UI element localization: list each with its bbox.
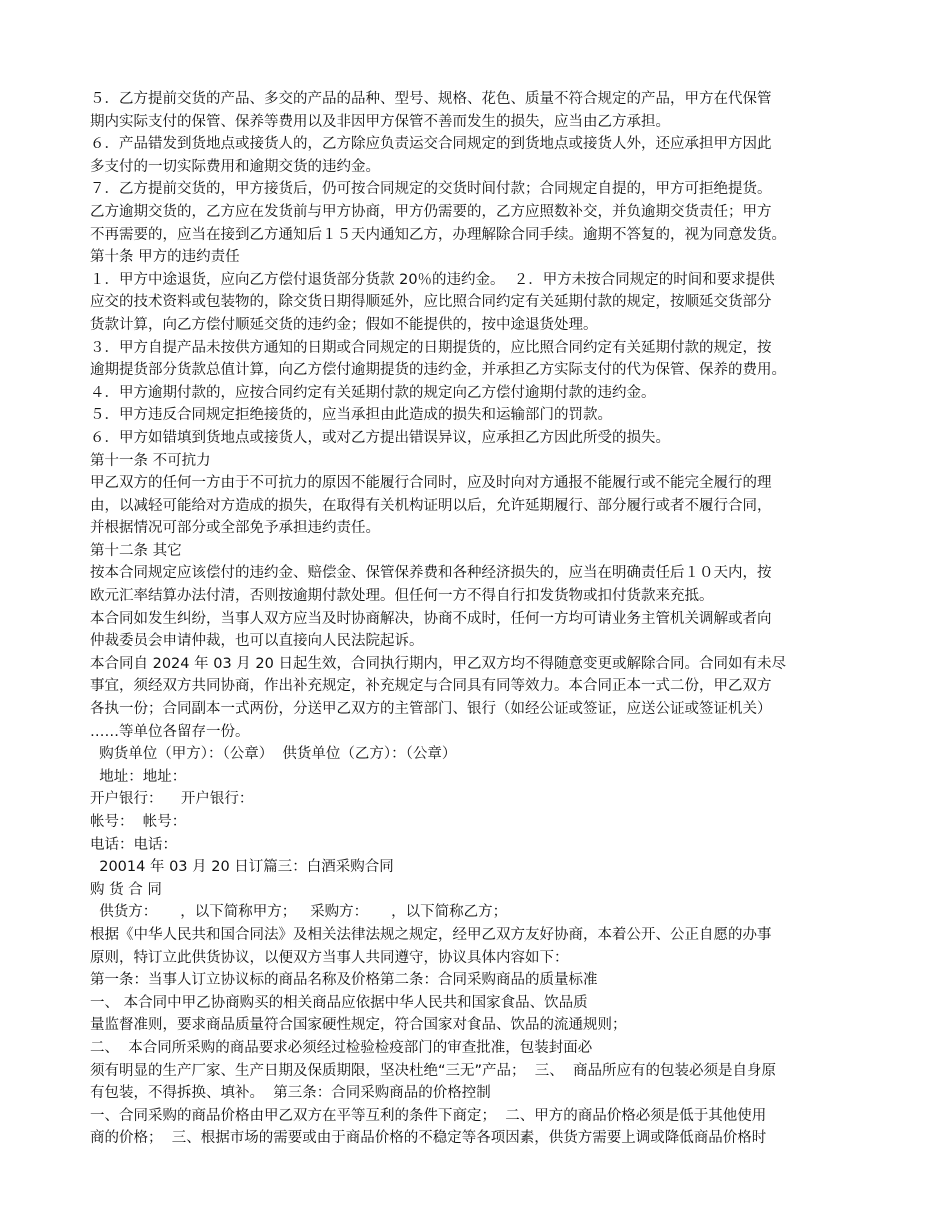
text-line: 由，以减轻可能给对方造成的损失，在取得有关机构证明以后，允许延期履行、部分履行或者不履行合同， <box>90 497 772 514</box>
section-heading: 第十二条 其它 <box>90 542 182 559</box>
text-line: 乙方逾期交货的，乙方应在发货前与甲方协商，甲方仍需要的，乙方应照数补交，并负逾期交货责任；甲方 <box>90 203 772 220</box>
text-line: 货款计算，向乙方偿付顺延交货的违约金；假如不能提供的，按中途退货处理。 <box>90 316 598 333</box>
text-line: ５．乙方提前交货的产品、多交的产品的品种、型号、规格、花色、质量不符合规定的产品，甲方在代保管 <box>90 91 772 107</box>
text-line: 欧元汇率结算办法付清，否则按逾期付款处理。但任何一方不得自行扣发货物或扣付货款来充抵。 <box>90 588 714 605</box>
text-line: 各执一份；合同副本一式两份，分送甲乙双方的主管部门、银行（如经公证或签证，应送公证或签证机关） <box>90 701 772 718</box>
section-heading: 第十条 甲方的违约责任 <box>90 249 240 266</box>
date-line: 20014 年 03 月 20 日订篇三：白酒采购合同 <box>90 859 394 876</box>
text-line: 量监督准则，要求商品质量符合国家硬性规定，符合国家对食品、饮品的流通规则； <box>90 1017 627 1034</box>
text-line: 有包装，不得拆换、填补。 第三条：合同采购商品的价格控制 <box>90 1085 491 1102</box>
signature-line: 购货单位（甲方）：（公章） 供货单位（乙方）：（公章） <box>90 746 457 763</box>
text-line: 不再需要的，应当在接到乙方通知后１５天内通知乙方，办理解除合同手续。逾期不答复的，视为同意发货。 <box>90 226 786 243</box>
signature-line: 帐号： 帐号： <box>90 814 187 830</box>
text-line: 应交的技术资料或包装物的，除交货日期得顺延外，应比照合同约定有关延期付款的规定，按顺延交货部分 <box>90 294 772 311</box>
text-line: 事宜，须经双方共同协商，作出补充规定，补充规定与合同具有同等效力。本合同正本一式二份，甲乙双方 <box>90 678 772 695</box>
text-line: 本合同自 2024 年 03 月 20 日起生效，合同执行期内，甲乙双方均不得随意变更或解除合同。合同如有未尽 <box>90 655 786 672</box>
text-line: 并根据情况可部分或全部免予承担违约责任。 <box>90 520 380 537</box>
text-line: 根据《中华人民共和国合同法》及相关法律法规之规定，经甲乙双方友好协商，本着公开、公正自愿的办事 <box>90 926 772 943</box>
text-line: 一、合同采购的商品价格由甲乙双方在平等互利的条件下商定； 二、甲方的商品价格必须是低于其他使用 <box>90 1107 767 1124</box>
signature-line: 地址：地址： <box>90 768 187 785</box>
document-body <box>90 88 865 1150</box>
text-line: ７．乙方提前交货的，甲方接货后，仍可按合同规定的交货时间付款；合同规定自提的，甲方可拒绝提货。 <box>90 181 772 198</box>
text-line: ……等单位各留存一份。 <box>90 723 250 740</box>
text-line: 期内实际支付的保管、保养等费用以及非因甲方保管不善而发生的损失，应当由乙方承担。 <box>90 113 670 130</box>
text-line: 甲乙双方的任何一方由于不可抗力的原因不能履行合同时，应及时向对方通报不能履行或不能完全履行的理 <box>90 475 772 492</box>
text-line: ６．甲方如错填到货地点或接货人，或对乙方提出错误异议，应承担乙方因此所受的损失。 <box>90 429 670 446</box>
text-line: 多支付的一切实际费用和逾期交货的违约金。 <box>90 158 380 175</box>
text-line: ３．甲方自提产品未按供方通知的日期或合同规定的日期提货的，应比照合同约定有关延期付款的规定，按 <box>90 339 772 356</box>
text-line: １．甲方中途退货，应向乙方偿付退货部分货款 20％的违约金。 ２．甲方未按合同规定的时间和要求提供 <box>90 271 775 288</box>
text-line: 原则，特订立此供货协议，以便双方当事人共同遵守，协议具体内容如下： <box>90 949 569 966</box>
text-line: 本合同如发生纠纷，当事人双方应当及时协商解决，协商不成时，任何一方均可请业务主管机关调解或者向 <box>90 610 772 627</box>
text-line: ５．甲方违反合同规定拒绝接货的，应当承担由此造成的损失和运输部门的罚款。 <box>90 407 612 424</box>
signature-line: 开户银行： 开户银行： <box>90 791 254 808</box>
text-line: 须有明显的生产厂家、生产日期及保质期限，坚决杜绝“三无”产品； 三、 商品所应有的包装必须是自身原 <box>90 1062 776 1079</box>
text-line: 仲裁委员会申请仲裁，也可以直接向人民法院起诉。 <box>90 633 424 650</box>
text-line: ４．甲方逾期付款的，应按合同约定有关延期付款的规定向乙方偿付逾期付款的违约金。 <box>90 384 656 401</box>
text-line: 商的价格； 三、根据市场的需要或由于商品价格的不稳定等各项因素，供货方需要上调或降低商品价格时 <box>90 1130 767 1147</box>
section-heading: 第十一条 不可抗力 <box>90 452 211 469</box>
document-title: 购 货 合 同 <box>90 881 162 898</box>
text-line: 逾期提货部分货款总值计算，向乙方偿付逾期提货的违约金，并承担乙方实际支付的代为保管、保养的费用。 <box>90 362 786 379</box>
text-line: 供货方： ，以下简称甲方； 采购方： ，以下简称乙方； <box>90 904 508 921</box>
text-line: 按本合同规定应该偿付的违约金、赔偿金、保管保养费和各种经济损失的，应当在明确责任后１０天内，按 <box>90 565 772 582</box>
text-line: 二、 本合同所采购的商品要求必须经过检验检疫部门的审查批准，包装封面必 <box>90 1039 593 1056</box>
section-heading: 第一条：当事人订立协议标的商品名称及价格第二条：合同采购商品的质量标准 <box>90 972 598 989</box>
signature-line: 电话：电话： <box>90 836 177 853</box>
text-line: 一、 本合同中甲乙协商购买的相关商品应依据中华人民共和国家食品、饮品质 <box>90 994 588 1011</box>
text-line: ６．产品错发到货地点或接货人的，乙方除应负责运交合同规定的到货地点或接货人外，还应承担甲方因此 <box>90 136 772 153</box>
